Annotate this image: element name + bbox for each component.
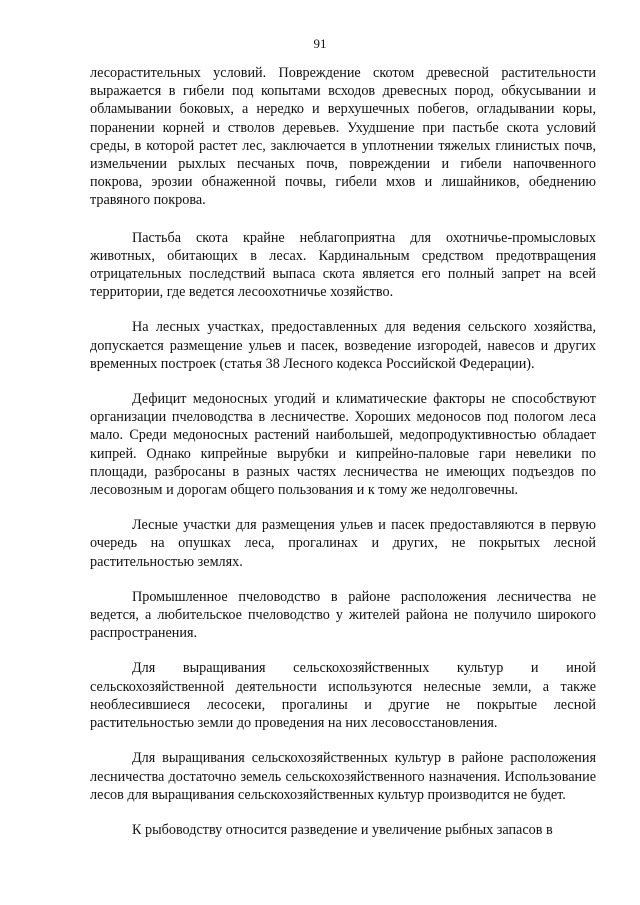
paragraph-hive-sites: Лесные участки для размещения ульев и пасек предоставляются в первую очередь на опушках леса, прогалинах и других, не покрытых лесной растительностью землях. bbox=[90, 517, 596, 570]
paragraph-livestock-damage: лесорастительных условий. Повреждение скотом древесной растительности выражается в гибели под копытами всходов древесных пород, обкусывании и обламывании боковых, а нередко и верхушечных побегов, огладывании коры, поранении корней и стволов деревьев. Ухудшение при пастьбе скота условий среды, в которой растет лес, заключается в уплотнении тяжелых глинистых почв, измельчении рыхлых песчаных почв, повреждении и гибели напочвенного покрова, эрозии обнаженной почвы, гибели мхов и лишайников, обеднению травяного покрова. bbox=[90, 65, 596, 209]
paragraph-honey-lands-deficit: Дефицит медоносных угодий и климатические факторы не способствуют организации пчеловодства в лесничестве. Хороших медоносов под пологом леса мало. Среди медоносных растений наибольшей, медопродуктивностью обладает кипрей. Однако кипрейные вырубки и кипрейно-паловые гари невелики по площади, разбросаны в разных частях лесничества не имеющих подъездов по лесовозным и дорогам общего пользования и к тому же недолговечны. bbox=[90, 391, 596, 499]
paragraph-industrial-beekeeping: Промышленное пчеловодство в районе расположения лесничества не ведется, а любительское пчеловодство у жителей района не получило широкого распространения. bbox=[90, 588, 596, 642]
paragraph-grazing-wildlife: Пастьба скота крайне неблагоприятна для охотничье-промысловых животных, обитающих в лесах. Кардинальным средством предотвращения отрицательных последствий выпаса скота является его полный запрет на всей территории, где ведется лесоохотничье хозяйство. bbox=[90, 229, 596, 301]
paragraph-crop-cultivation: Для выращивания сельскохозяйственных культур в районе расположения лесничества достаточно земель сельскохозяйственного назначения. Использование лесов для выращивания сельскохозяйственных культур производится не будет. bbox=[90, 750, 596, 803]
document-body bbox=[90, 64, 596, 839]
paragraph-agricultural-lands: Для выращивания сельскохозяйственных культур и иной сельскохозяйственной деятельности используются нелесные земли, а также необлесившиеся лесосеки, прогалины и другие не покрытые лесной растительностью земли до проведения на них лесовосстановления. bbox=[90, 660, 596, 732]
paragraph-hives-placement: На лесных участках, предоставленных для ведения сельского хозяйства, допускается размещение ульев и пасек, возведение изгородей, навесов и других временных построек (статья 38 Лесного кодекса Российской Федерации). bbox=[90, 319, 596, 372]
paragraph-fish-farming: К рыбоводству относится разведение и увеличение рыбных запасов в bbox=[132, 821, 553, 838]
page-number: 91 bbox=[313, 36, 327, 51]
